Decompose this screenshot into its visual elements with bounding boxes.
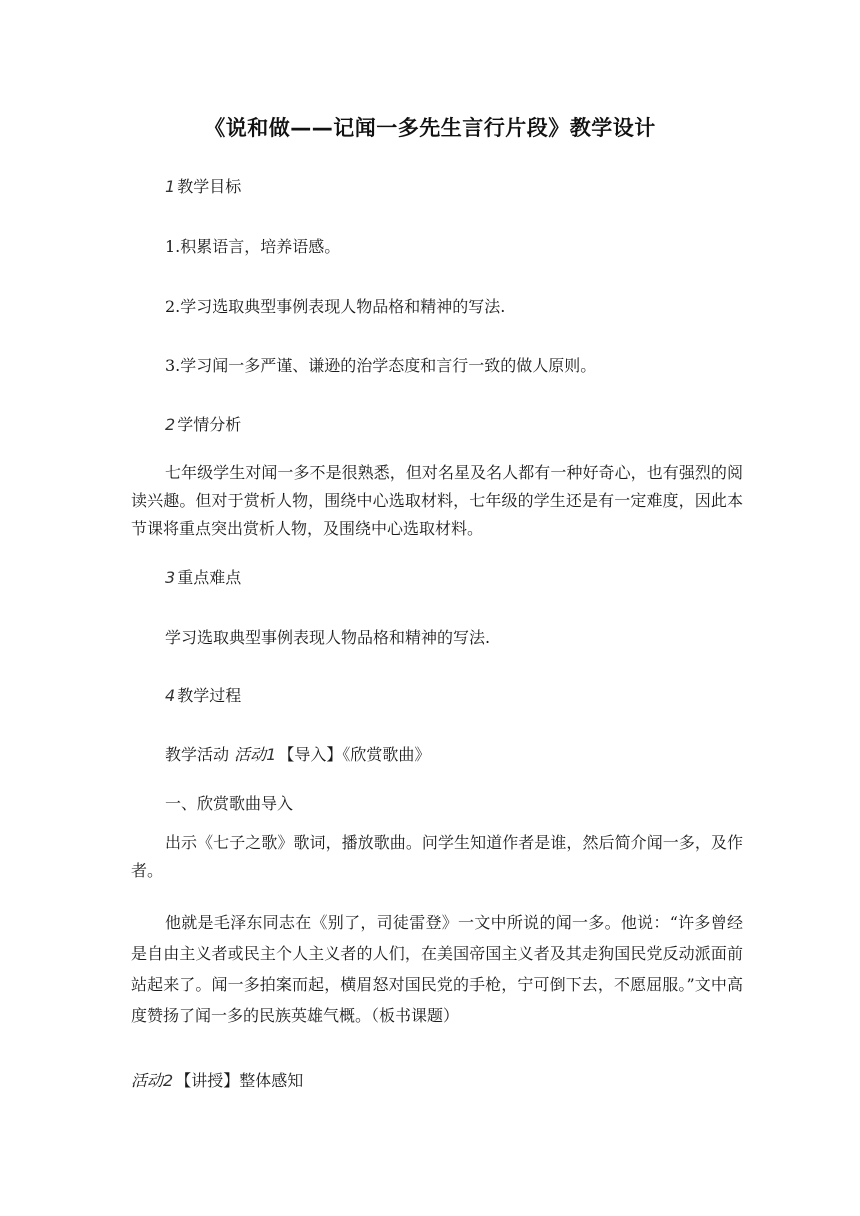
activity-number: 1	[266, 745, 277, 764]
section-label: 重点难点	[177, 568, 242, 587]
section-heading-goals	[165, 173, 241, 201]
activity-number: 2	[163, 1071, 174, 1090]
activity-text: 【讲授】整体感知	[175, 1071, 304, 1090]
goal-item: 3.学习闻一多严谨、谦逊的治学态度和言行一致的做人原则。	[165, 356, 597, 375]
section-number: 2	[165, 415, 176, 434]
activity-text: 【导入】《欣赏歌曲》	[278, 745, 431, 764]
section-number: 4	[165, 686, 176, 705]
body-paragraph: 出示《七子之歌》歌词，播放歌曲。问学生知道作者是谁，然后简介闻一多，及作者。	[131, 833, 743, 880]
step-heading: 一、欣赏歌曲导入	[165, 794, 294, 813]
activity-heading-2	[131, 1067, 303, 1095]
section-label: 教学过程	[177, 686, 242, 705]
analysis-paragraph: 七年级学生对闻一多不是很熟悉，但对名星及名人都有一种好奇心，也有强烈的阅读兴趣。但对于赏析人物，围绕中心选取材料，七年级的学生还是有一定难度，因此本节课将重点突出赏析人物，及围绕中心选取材料。	[131, 463, 743, 538]
section-label: 学情分析	[177, 415, 242, 434]
goal-item: 2.学习选取典型事例表现人物品格和精神的写法.	[165, 297, 506, 316]
activity-prefix: 教学活动	[165, 745, 230, 764]
goal-item: 1.积累语言，培养语感。	[165, 237, 341, 256]
activity-italic-label: 活动	[131, 1071, 164, 1090]
section-heading-process	[165, 682, 241, 710]
activity-italic-label: 活动	[234, 745, 267, 764]
activity-heading-1	[165, 741, 430, 769]
section-heading-analysis	[165, 411, 241, 439]
section-label: 教学目标	[177, 177, 242, 196]
body-paragraph: 他就是毛泽东同志在《别了，司徒雷登》一文中所说的闻一多。他说：“许多曾经是自由主义者或民主个人主义者的人们，在美国帝国主义者及其走狗国民党反动派面前站起来了。闻一多拍案而起，横眉怒对国民党的手枪，宁可倒下去，不愿屈服。”文中高度赞扬了闻一多的民族英雄气概。（板书课题）	[131, 913, 743, 1025]
section-number: 1	[165, 177, 176, 196]
section-number: 3	[165, 568, 176, 587]
document-title: 《说和做——记闻一多先生言行片段》教学设计	[204, 116, 656, 140]
section-heading-keypoints	[165, 564, 241, 592]
keypoint-text: 学习选取典型事例表现人物品格和精神的写法.	[165, 628, 491, 647]
